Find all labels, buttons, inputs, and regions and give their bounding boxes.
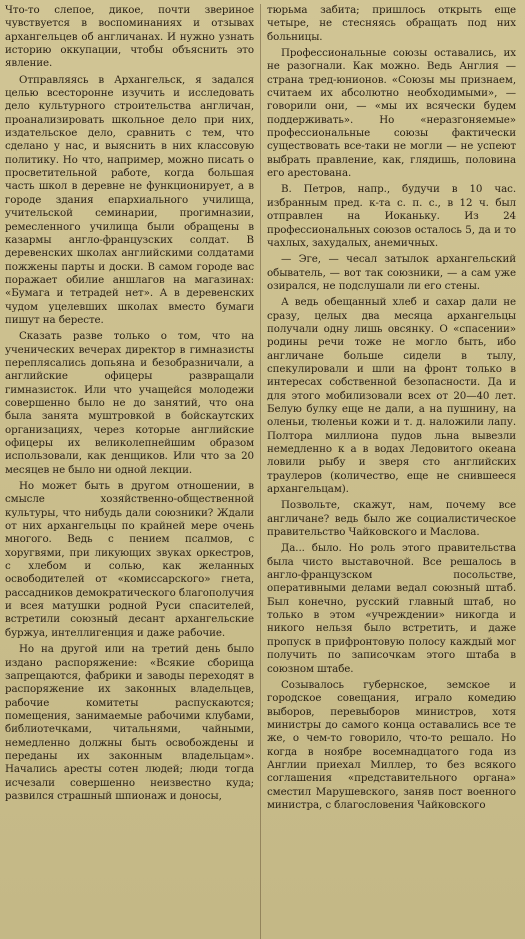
left-column-paragraph: Отправляясь в Архангельск, я задался целью всесторонне изучить и исследовать дело культурного строительства англичан, проанализировать школьное дело при них, издательское дело, сравнить с тем, что сделано у нас, и выяснить в них классовую политику. Но что, например, можно писать о просветительной работе, когда большая часть школ в деревне не функционирует, а в городе здания епархиального училища, учительской семинарии, прогимназии, ремесленного училища были обращены в казармы англо-французских солдат. В деревенских школах английскими солдатами пожжены парты и доски. В самом городе вас поражает обилие аншлагов на магазинах: «Бумага и тетрадей нет». А в деревенских чудом уцелевших школах вместо бумаги пишут на бересте. — [5, 73, 254, 326]
right-column-paragraph: — Эге, — чесал затылок архангельский обыватель, — вот так союзники, — а сам уже озирался, не подслушали ли его стены. — [267, 253, 516, 292]
column-divider — [260, 4, 261, 939]
right-column-paragraph: А ведь обещанный хлеб и сахар дали не сразу, целых два месяца архангельцы получали одну лишь овсянку. О «спасении» родины речи тоже не могло быть, ибо англичане больше сидели в тылу, спекулировали и шли на фронт только в интересах собственной безопасности. Да и для этого мобилизовали всех от 20—40 лет. Белую булку еще не дали, а на пушнину, на оленьи, тюленьи кожи и т. д. наложили лапу. Полтора миллиона пудов льна вывезли немедленно к а в водах Ледовитого океана ловили рыбу и зверя сто английских траулеров (количество, еще не снившееся архангельцам). — [267, 296, 516, 496]
right-column-paragraph: тюрьма забита; пришлось открыть еще четыре, не стесняясь обращать под них больницы. — [267, 4, 516, 43]
right-column-paragraph: В. Петров, напр., будучи в 10 час. избранным пред. к-та с. п. с., в 12 ч. был отправлен на Иоканьку. Из 24 профессиональных союзов осталось 5, да и то чахлых, захудалых, анемичных. — [267, 183, 516, 249]
left-column — [5, 4, 260, 939]
right-column-paragraph: Да... было. Но роль этого правительства была чисто выставочной. Все решалось в англо-французском посольстве, оперативными делами ведал союзный штаб. Был конечно, русский главный штаб, но только в этом «учреждении» никогда и никого нельзя было встретить, и даже пропуск в прифронтовую полосу каждый мог получить по записочкам этого штаба в союзном штабе. — [267, 542, 516, 675]
left-column-paragraph: Но может быть в другом отношении, в смысле хозяйственно-общественной культуры, что нибудь дали союзники? Ждали от них архангельцы по крайней мере очень многого. Ведь с пением псалмов, с хоругвями, при ликующих звуках оркестров, с хлебом и солью, как желанных освободителей от «комиссарского» гнета, рассадников демократического благополучия и всея матушки родной Руси спасителей, встретили союзный десант архангельские буржуа, интеллигенция и даже рабочие. — [5, 480, 254, 639]
left-column-paragraph: Но на другой или на третий день было издано распоряжение: «Всякие сборища запрещаются, фабрики и заводы переходят в распоряжение их законных владельцев, рабочие комитеты распускаются; помещения, занимаемые рабочими клубами, библиотечками, читальнями, чайными, немедленно должны быть освобождены и переданы их законным владельцам». Начались аресты сотен людей; люди тогда исчезали совершенно неизвестно куда; развился страшный шпионаж и доносы, — [5, 643, 254, 802]
right-column-paragraph: Позвольте, скажут, нам, почему все англичане? ведь было же социалистическое правительство Чайковского и Маслова. — [267, 499, 516, 539]
left-column-paragraph: Что-то слепое, дикое, почти звериное чувствуется в воспоминаниях и отзывах архангельцев об англичанах. И нужно узнать историю оккупации, чтобы объяснить это явление. — [5, 4, 254, 70]
right-column-paragraph: Профессиональные союзы оставались, их не разогнали. Как можно. Ведь Англия — страна тред-юнионов. «Союзы мы признаем, считаем их абсолютно необходимыми», — говорили они, — «мы их всячески будем поддерживать». Но «неразгоняемые» профессиональные союзы фактически существовать все-таки не могли — не успеют выбрать правление, как, глядишь, половина его арестована. — [267, 47, 516, 180]
right-column — [261, 4, 516, 939]
right-column-paragraph: Созывалось губернское, земское и городское совещания, играло комедию выборов, перевыборов министров, хотя министры до самого конца оставались все те же, о чем-то говорило, что-то решало. Но когда в ноябре восемнадцатого года из Англии приехал Миллер, то без всякого соглашения «представительного органа» сместил Марушевского, заняв пост военного министра, с благословения Чайковского — [267, 678, 516, 811]
left-column-paragraph: Сказать разве только о том, что на ученических вечерах директор в гимназисты переплясались допьяна и безобразничали, а английские офицеры развращали гимназисток. Или что учащейся молодежи совершенно было не до занятий, что она была занята муштровкой в бойскаутских организациях, через которые английские офицеры их великолепнейшим образом использовали, как денщиков. Или что за 20 месяцев не было ни одной лекции. — [5, 330, 254, 476]
